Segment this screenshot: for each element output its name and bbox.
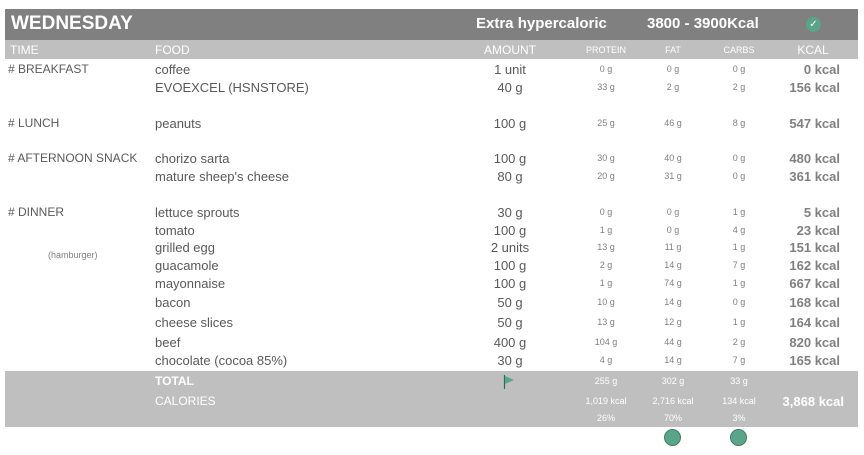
column-fat: FAT [665, 45, 681, 55]
row-amount: 30 g [497, 205, 523, 220]
calories-carbs: 134 kcal [722, 396, 756, 406]
row-carbs: 0 g [732, 171, 746, 181]
row-carbs: 2 g [732, 337, 746, 347]
row-carbs: 1 g [732, 207, 746, 217]
total-protein: 255 g [594, 376, 618, 386]
row-kcal: 164 kcal [789, 315, 840, 330]
row-protein: 25 g [597, 118, 615, 128]
row-food: tomato [155, 223, 195, 238]
row-kcal: 156 kcal [789, 80, 840, 95]
row-fat: 0 g [666, 207, 680, 217]
column-kcal: KCAL [797, 43, 829, 57]
row-amount: 2 units [490, 240, 530, 255]
calories-total: 3,868 kcal [782, 394, 844, 409]
row-amount: 100 g [493, 258, 527, 273]
column-time: TIME [10, 43, 39, 57]
column-food: FOOD [155, 43, 190, 57]
row-food: EVOEXCEL (HSNSTORE) [155, 80, 309, 95]
carbs-percent: 3% [732, 413, 746, 423]
row-kcal: 5 kcal [803, 205, 840, 220]
row-carbs: 7 g [732, 355, 746, 365]
row-carbs: 1 g [732, 278, 746, 288]
meal-label-lunch: # LUNCH [8, 116, 60, 130]
row-carbs: 0 g [732, 153, 746, 163]
row-food: chocolate (cocoa 85%) [155, 353, 288, 368]
calories-fat: 2,716 kcal [652, 396, 694, 406]
row-kcal: 165 kcal [789, 353, 840, 368]
row-food: chorizo sarta [155, 151, 230, 166]
row-amount: 50 g [497, 295, 523, 310]
row-kcal: 168 kcal [789, 295, 840, 310]
row-protein: 20 g [597, 171, 615, 181]
row-protein: 1 g [599, 278, 613, 288]
row-food: bacon [155, 295, 191, 310]
row-fat: 31 g [664, 171, 682, 181]
row-protein: 0 g [599, 64, 613, 74]
row-amount: 40 g [497, 80, 523, 95]
calories-label: CALORIES [155, 394, 216, 408]
row-protein: 10 g [597, 297, 615, 307]
fat-status-dot-icon [664, 429, 681, 446]
row-food: coffee [155, 62, 191, 77]
total-carbs: 33 g [730, 376, 748, 386]
row-fat: 0 g [666, 64, 680, 74]
meal-label-breakfast: # BREAKFAST [8, 62, 89, 76]
row-fat: 14 g [664, 297, 682, 307]
row-carbs: 0 g [732, 297, 746, 307]
row-protein: 1 g [599, 225, 613, 235]
row-protein: 4 g [599, 355, 613, 365]
row-protein: 30 g [597, 153, 615, 163]
row-food: cheese slices [155, 315, 234, 330]
row-protein: 33 g [597, 82, 615, 92]
total-label: TOTAL [155, 374, 194, 388]
carbs-status-dot-icon [730, 429, 747, 446]
row-amount: 100 g [493, 116, 527, 131]
row-fat: 46 g [664, 118, 682, 128]
row-food: guacamole [155, 258, 219, 273]
column-amount: AMOUNT [484, 43, 536, 57]
row-food: grilled egg [155, 240, 215, 255]
row-amount: 30 g [497, 353, 523, 368]
meal-label-dinner: # DINNER [8, 205, 65, 219]
row-amount: 50 g [497, 315, 523, 330]
column-carbs: CARBS [723, 45, 755, 55]
row-carbs: 7 g [732, 260, 746, 270]
row-fat: 11 g [664, 242, 682, 252]
row-food: mature sheep's cheese [155, 169, 290, 184]
row-fat: 44 g [664, 337, 682, 347]
row-kcal: 162 kcal [789, 258, 840, 273]
row-amount: 100 g [493, 276, 527, 291]
row-fat: 40 g [664, 153, 682, 163]
row-kcal: 480 kcal [789, 151, 840, 166]
row-food: peanuts [155, 116, 202, 131]
meal-note-hamburger: (hamburger) [48, 250, 98, 260]
row-fat: 0 g [666, 225, 680, 235]
row-amount: 1 unit [494, 62, 526, 77]
check-circle-icon: ✓ [806, 17, 821, 32]
row-fat: 74 g [664, 278, 682, 288]
row-food: beef [155, 335, 181, 350]
row-carbs: 8 g [732, 118, 746, 128]
row-fat: 14 g [664, 355, 682, 365]
row-kcal: 820 kcal [789, 335, 840, 350]
row-carbs: 0 g [732, 64, 746, 74]
row-kcal: 23 kcal [796, 223, 840, 238]
row-carbs: 1 g [732, 242, 746, 252]
row-carbs: 1 g [732, 317, 746, 327]
row-amount: 400 g [493, 335, 527, 350]
row-amount: 100 g [493, 151, 527, 166]
total-fat: 302 g [661, 376, 685, 386]
meal-label-afternoon-snack: # AFTERNOON SNACK [8, 151, 138, 165]
flag-icon [503, 375, 515, 389]
row-amount: 100 g [493, 223, 527, 238]
calories-protein: 1,019 kcal [585, 396, 627, 406]
plan-name: Extra hypercaloric [476, 15, 607, 32]
row-food: lettuce sprouts [155, 205, 240, 220]
row-carbs: 4 g [732, 225, 746, 235]
column-protein: PROTEIN [585, 45, 626, 55]
row-fat: 12 g [664, 317, 682, 327]
protein-percent: 26% [596, 413, 615, 423]
day-title: WEDNESDAY [11, 13, 133, 34]
row-protein: 13 g [597, 242, 615, 252]
row-kcal: 0 kcal [803, 62, 840, 77]
row-protein: 104 g [594, 337, 618, 347]
row-fat: 14 g [664, 260, 682, 270]
fat-percent: 70% [663, 413, 682, 423]
row-kcal: 361 kcal [789, 169, 840, 184]
row-fat: 2 g [666, 82, 680, 92]
calorie-range: 3800 - 3900Kcal [647, 15, 759, 32]
row-protein: 13 g [597, 317, 615, 327]
row-protein: 0 g [599, 207, 613, 217]
row-amount: 80 g [497, 169, 523, 184]
row-food: mayonnaise [155, 276, 226, 291]
row-protein: 2 g [599, 260, 613, 270]
row-carbs: 2 g [732, 82, 746, 92]
row-kcal: 151 kcal [789, 240, 840, 255]
row-kcal: 667 kcal [789, 276, 840, 291]
row-kcal: 547 kcal [789, 116, 840, 131]
